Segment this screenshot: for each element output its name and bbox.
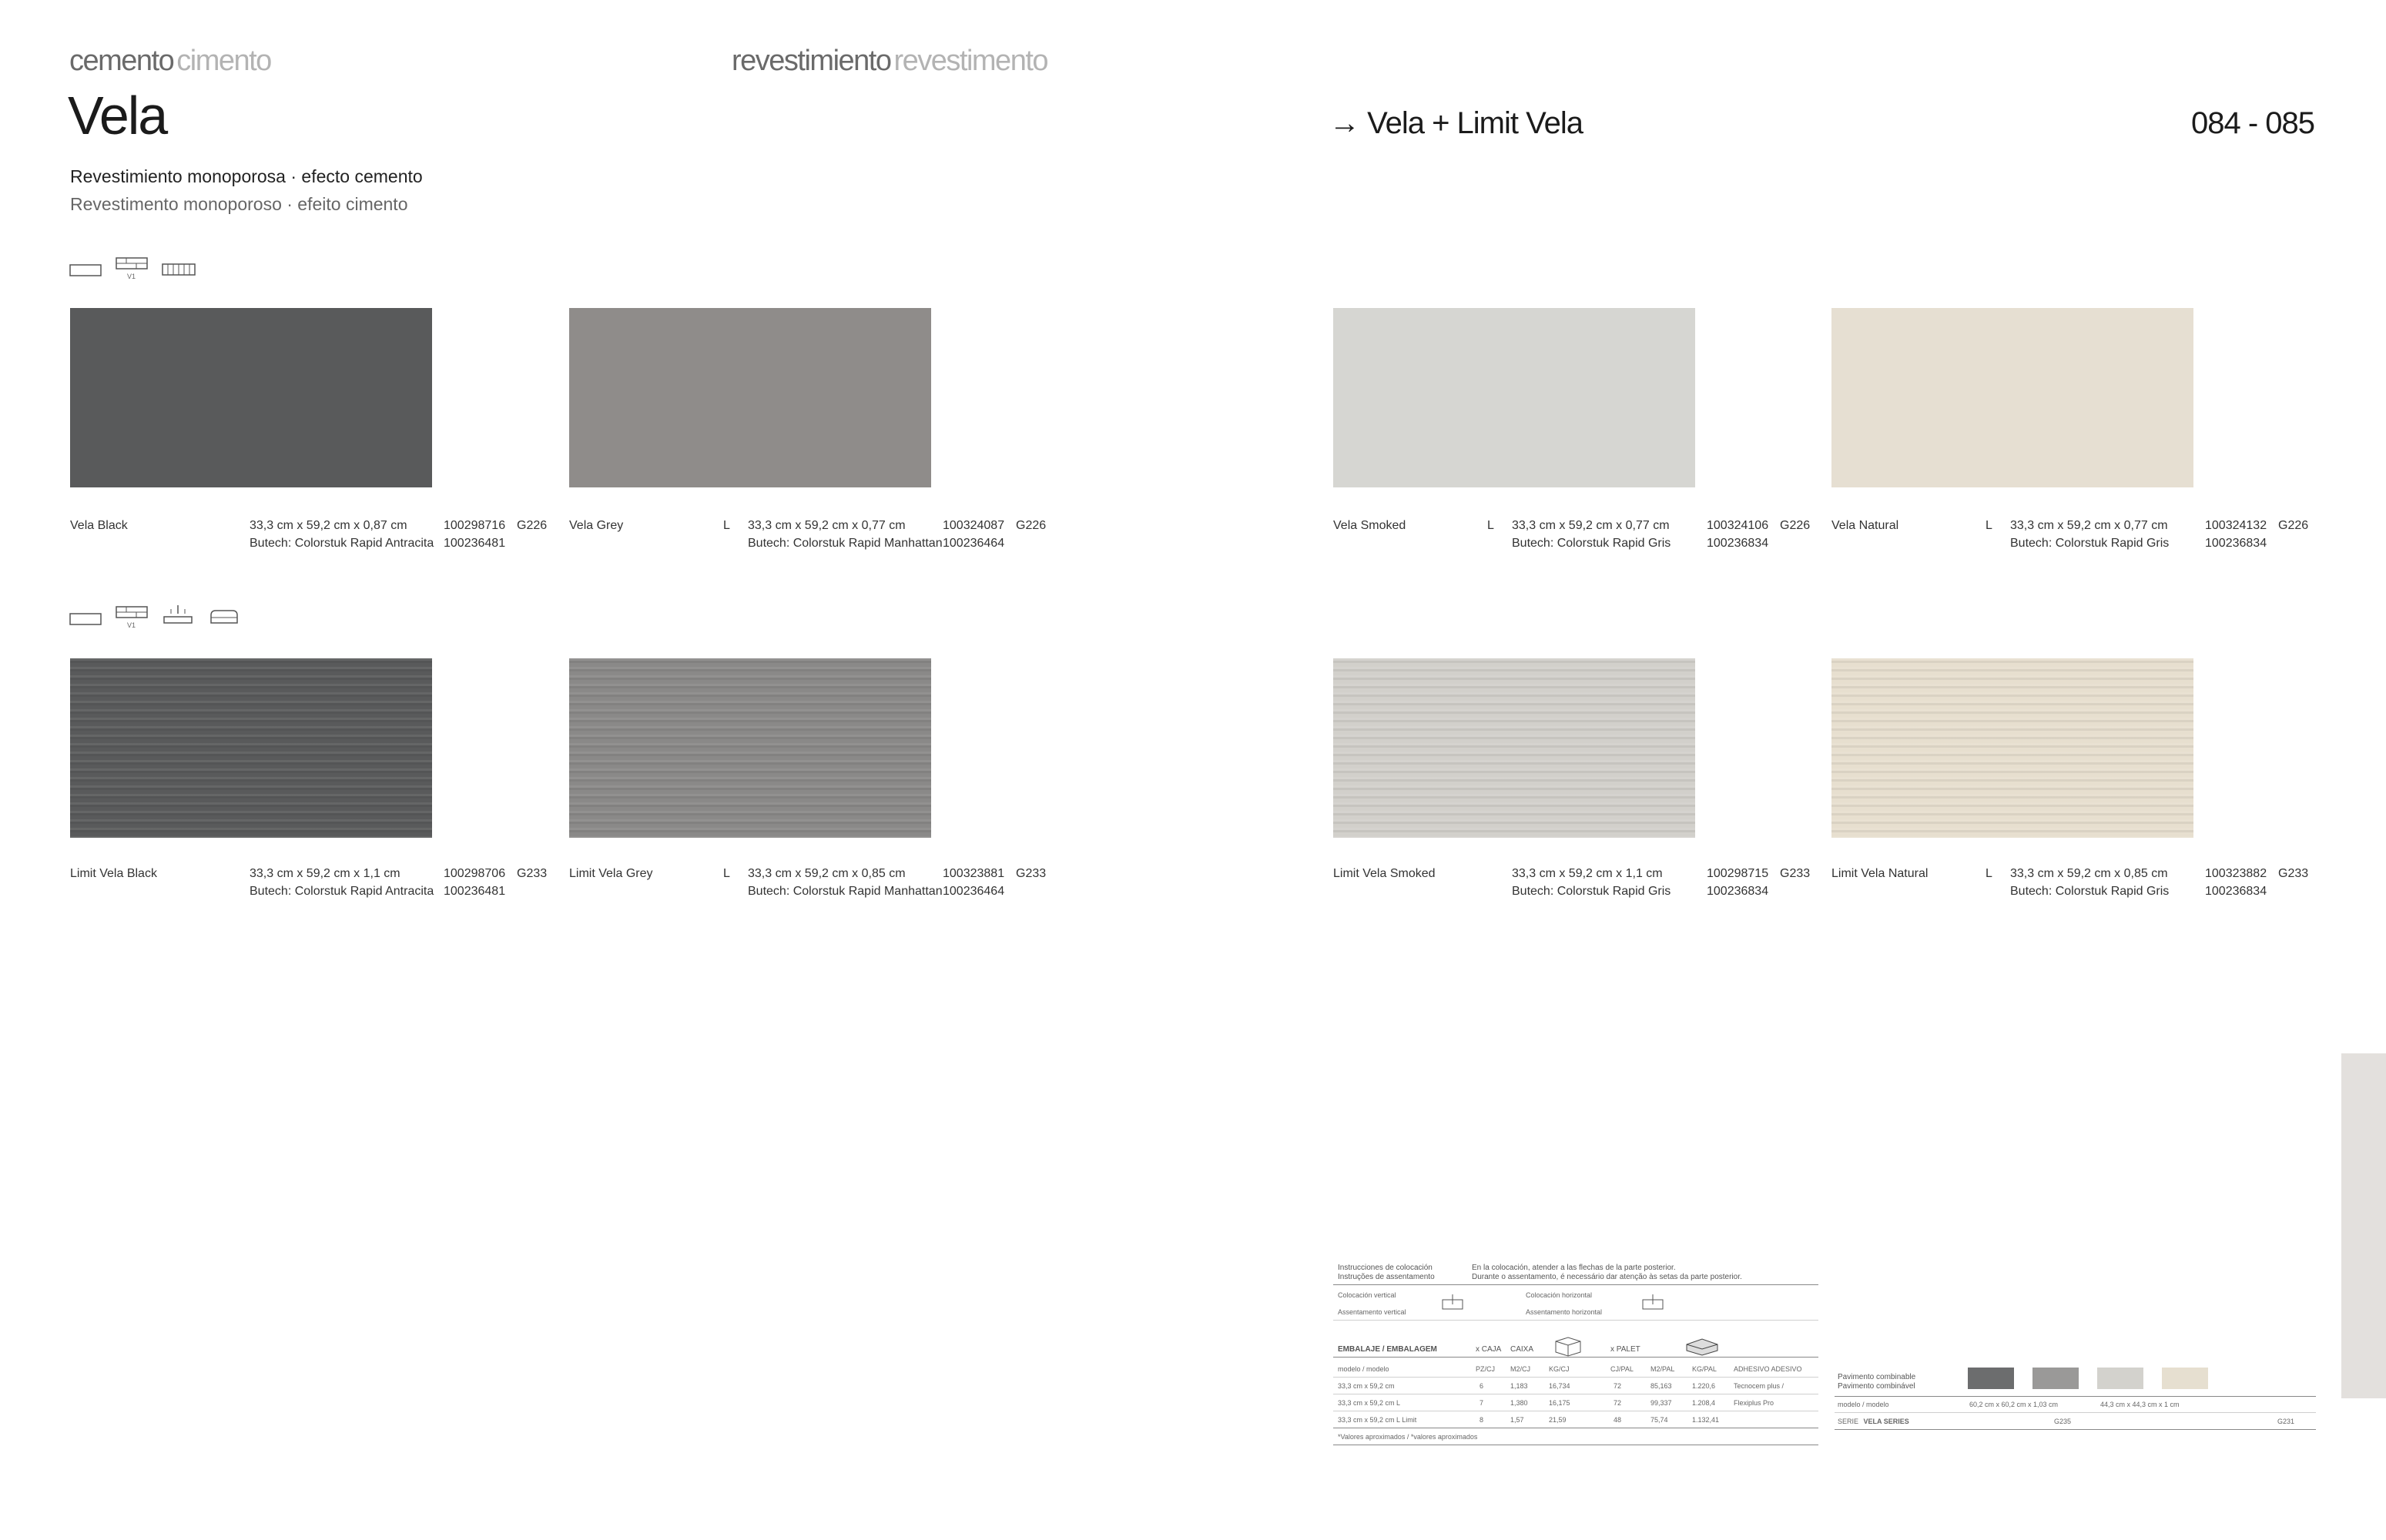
product-group: G226: [1016, 519, 1047, 532]
cell: 33,3 cm x 59,2 cm L: [1338, 1399, 1401, 1407]
tile-vela-smoked: [1333, 308, 1695, 487]
col-m2-cj: M2/CJ: [1510, 1365, 1531, 1373]
category-es: cemento: [69, 45, 174, 77]
packing-footnote: *Valores aproximados / *valores aproximados: [1338, 1433, 1478, 1441]
install-heading-es: Instrucciones de colocación: [1338, 1264, 1433, 1272]
floor-series: [1838, 1417, 1909, 1426]
col-pz-cj: PZ/CJ: [1476, 1365, 1496, 1373]
floor-series-name: VELA SERIES: [1863, 1418, 1909, 1425]
floor-label-es: Pavimento combinable: [1838, 1373, 1916, 1381]
product-info-limit-vela-natural: [1831, 865, 2324, 903]
section-label: [732, 45, 1047, 78]
product-grout: Butech: Colorstuk Rapid Gris: [1512, 537, 1671, 550]
floor-combination-block: [1835, 1360, 2316, 1437]
product-code: 100324087: [943, 519, 1005, 532]
product-name: Vela Black: [70, 519, 128, 532]
product-info-vela-grey: [569, 517, 1062, 555]
cell: 7: [1480, 1399, 1484, 1407]
tile-limit-vela-smoked: [1333, 658, 1695, 838]
install-heading-pt: Instruções de assentamento: [1338, 1273, 1435, 1281]
product-name: Vela Natural: [1831, 519, 1899, 532]
product-grout: Butech: Colorstuk Rapid Gris: [2010, 885, 2170, 898]
horizontal-placement-icon: [1641, 1294, 1664, 1311]
vertical-placement-icon: [1441, 1294, 1464, 1311]
col-m2-pal: M2/PAL: [1650, 1365, 1675, 1373]
product-name: Limit Vela Smoked: [1333, 867, 1436, 880]
cell: 6: [1480, 1382, 1484, 1390]
kitchen-icon: [208, 608, 240, 626]
vertical-pt: Assentamento vertical: [1338, 1308, 1406, 1316]
divider: [1333, 1320, 1818, 1321]
layout-icon: [116, 605, 148, 629]
icon-row-1: [69, 256, 196, 280]
box-icon: [1553, 1335, 1583, 1357]
horizontal-pt: Assentamento horizontal: [1526, 1308, 1603, 1316]
install-note-pt: Durante o assentamento, é necessário dar atenção às setas da parte posterior.: [1472, 1273, 1742, 1281]
section-es: revestimiento: [732, 45, 891, 77]
section-pt: revestimento: [893, 45, 1048, 77]
product-dims: 33,3 cm x 59,2 cm x 1,1 cm: [250, 867, 400, 880]
product-dims: 33,3 cm x 59,2 cm x 0,85 cm: [748, 867, 906, 880]
product-name: Limit Vela Natural: [1831, 867, 1929, 880]
grout-code: 100236481: [444, 885, 506, 898]
install-packing-block: [1333, 1261, 1818, 1454]
floor-group-2: G231: [2277, 1418, 2295, 1425]
product-finish: L: [1986, 519, 1992, 532]
cell: 16,175: [1549, 1399, 1570, 1407]
install-note-es: En la colocación, atender a las flechas de la parte posterior.: [1472, 1264, 1676, 1272]
icon-row-2: [69, 603, 240, 629]
divider: [1333, 1284, 1818, 1285]
floor-swatch-1: [1968, 1368, 2014, 1389]
product-group: G233: [2278, 867, 2309, 880]
badge-v1: V1: [127, 621, 136, 629]
tile-vela-grey: [569, 308, 931, 487]
product-name: Limit Vela Black: [70, 867, 157, 880]
product-name: Vela Smoked: [1333, 519, 1406, 532]
cell: Tecnocem plus /: [1734, 1382, 1784, 1390]
cell: 1.208,4: [1692, 1399, 1716, 1407]
product-info-limit-vela-smoked: [1333, 865, 1818, 903]
product-grout: Butech: Colorstuk Rapid Antracita: [250, 537, 434, 550]
pallet-icon: [1684, 1335, 1721, 1357]
divider: [1333, 1377, 1818, 1378]
cell: 33,3 cm x 59,2 cm L Limit: [1338, 1416, 1417, 1424]
product-grout: Butech: Colorstuk Rapid Gris: [2010, 537, 2170, 550]
cell: 75,74: [1650, 1416, 1668, 1424]
product-dims: 33,3 cm x 59,2 cm x 0,87 cm: [250, 519, 407, 532]
cell: 72: [1614, 1399, 1622, 1407]
product-code: 100298706: [444, 867, 506, 880]
floor-size-2: 44,3 cm x 44,3 cm x 1 cm: [2100, 1401, 2180, 1408]
divider: [1333, 1357, 1818, 1358]
floor-swatch-4: [2162, 1368, 2208, 1389]
wall-tile-icon: [69, 262, 102, 277]
product-finish: L: [723, 519, 730, 532]
tile-limit-vela-black: [70, 658, 432, 838]
packing-title: EMBALAJE / EMBALAGEM: [1338, 1345, 1437, 1354]
product-code: 100324132: [2205, 519, 2267, 532]
page-title: Vela: [68, 85, 167, 146]
badge-v1: V1: [127, 273, 136, 280]
cell: 99,337: [1650, 1399, 1672, 1407]
product-group: G226: [517, 519, 548, 532]
floor-series-label: SERIE: [1838, 1418, 1859, 1425]
cell: 1,183: [1510, 1382, 1528, 1390]
product-dims: 33,3 cm x 59,2 cm x 0,77 cm: [748, 519, 906, 532]
product-dims: 33,3 cm x 59,2 cm x 0,77 cm: [2010, 519, 2168, 532]
cell: 72: [1614, 1382, 1622, 1390]
product-finish: L: [1487, 519, 1494, 532]
divider: [1835, 1412, 2316, 1413]
floor-swatch-3: [2097, 1368, 2143, 1389]
product-dims: 33,3 cm x 59,2 cm x 0,85 cm: [2010, 867, 2168, 880]
product-info-vela-black: [70, 517, 555, 555]
subtitle-pt: Revestimento monoporoso · efeito cimento: [70, 194, 408, 214]
divider: [1835, 1429, 2316, 1430]
tile-vela-black: [70, 308, 432, 487]
layout-icon: [116, 256, 148, 280]
cell: 21,59: [1549, 1416, 1567, 1424]
per-box-label: x CAJA: [1476, 1345, 1502, 1354]
col-kg-cj: KG/CJ: [1549, 1365, 1570, 1373]
product-info-limit-vela-grey: [569, 865, 1062, 903]
product-group: G233: [1016, 867, 1047, 880]
grout-code: 100236834: [1707, 537, 1769, 550]
cell: Flexiplus Pro: [1734, 1399, 1774, 1407]
product-finish: L: [723, 867, 730, 880]
col-kg-pal: KG/PAL: [1692, 1365, 1717, 1373]
floor-swatches: [1968, 1368, 2260, 1391]
grout-code: 100236834: [2205, 885, 2267, 898]
cell: 1,380: [1510, 1399, 1528, 1407]
cell: 1.132,41: [1692, 1416, 1720, 1424]
table-row: [1333, 1415, 1818, 1426]
cell: 85,163: [1650, 1382, 1672, 1390]
cell: 1,57: [1510, 1416, 1524, 1424]
product-code: 100324106: [1707, 519, 1769, 532]
product-finish: L: [1986, 867, 1992, 880]
col-adhesive: ADHESIVO ADESIVO: [1734, 1365, 1802, 1373]
product-grout: Butech: Colorstuk Rapid Manhattan: [748, 885, 943, 898]
product-group: G226: [2278, 519, 2309, 532]
product-dims: 33,3 cm x 59,2 cm x 1,1 cm: [1512, 867, 1663, 880]
product-info-vela-natural: [1831, 517, 2324, 555]
side-tab[interactable]: [2341, 1053, 2386, 1398]
category-label: [69, 45, 271, 78]
product-code: 100298715: [1707, 867, 1769, 880]
grout-code: 100236481: [444, 537, 506, 550]
floor-swatch-2: [2032, 1368, 2079, 1389]
product-code: 100323882: [2205, 867, 2267, 880]
vertical-es: Colocación vertical: [1338, 1291, 1396, 1299]
bathroom-icon: [162, 603, 194, 626]
product-code: 100323881: [943, 867, 1005, 880]
grout-code: 100236464: [943, 885, 1005, 898]
series-link[interactable]: → Vela + Limit Vela: [1329, 106, 1583, 140]
product-name: Vela Grey: [569, 519, 624, 532]
product-name: Limit Vela Grey: [569, 867, 653, 880]
product-info-limit-vela-black: [70, 865, 555, 903]
product-group: G226: [1780, 519, 1811, 532]
per-pallet-label: x PALET: [1610, 1345, 1640, 1354]
product-grout: Butech: Colorstuk Rapid Antracita: [250, 885, 434, 898]
table-row: [1333, 1381, 1818, 1392]
wall-tile-icon: [69, 611, 102, 626]
category-pt: cimento: [176, 45, 271, 77]
product-group: G233: [517, 867, 548, 880]
grout-code: 100236834: [1707, 885, 1769, 898]
divider: [1835, 1396, 2316, 1397]
tile-vela-natural: [1831, 308, 2193, 487]
floor-group-1: G235: [2054, 1418, 2072, 1425]
product-grout: Butech: Colorstuk Rapid Gris: [1512, 885, 1671, 898]
cell: 33,3 cm x 59,2 cm: [1338, 1382, 1395, 1390]
subtitle-es: Revestimiento monoporosa · efecto cemento: [70, 166, 423, 186]
tile-limit-vela-natural: [1831, 658, 2193, 838]
product-info-vela-smoked: [1333, 517, 1818, 555]
horizontal-es: Colocación horizontal: [1526, 1291, 1593, 1299]
pattern-icon: [162, 262, 196, 277]
cell: 48: [1614, 1416, 1622, 1424]
table-row: [1333, 1398, 1818, 1409]
col-model: modelo / modelo: [1338, 1365, 1389, 1373]
floor-size-1: 60,2 cm x 60,2 cm x 1,03 cm: [1969, 1401, 2059, 1408]
product-group: G233: [1780, 867, 1811, 880]
cell: 16,734: [1549, 1382, 1570, 1390]
tile-limit-vela-grey: [569, 658, 931, 838]
page-numbers: 084 - 085: [2191, 106, 2315, 140]
cell: 1.220,6: [1692, 1382, 1716, 1390]
product-grout: Butech: Colorstuk Rapid Manhattan: [748, 537, 943, 550]
cell: 8: [1480, 1416, 1484, 1424]
box-label: CAIXA: [1510, 1345, 1534, 1354]
col-cj-pal: CJ/PAL: [1610, 1365, 1634, 1373]
product-dims: 33,3 cm x 59,2 cm x 0,77 cm: [1512, 519, 1670, 532]
product-code: 100298716: [444, 519, 506, 532]
packing-header-row: [1333, 1364, 1818, 1375]
grout-code: 100236464: [943, 537, 1005, 550]
grout-code: 100236834: [2205, 537, 2267, 550]
floor-label-pt: Pavimento combinável: [1838, 1382, 1915, 1391]
floor-size-label: modelo / modelo: [1838, 1401, 1889, 1408]
